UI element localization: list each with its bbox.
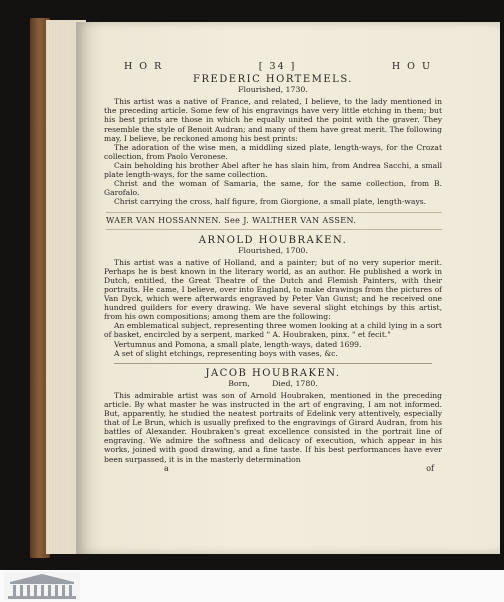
- entry-title: FREDERIC HORTEMELS.: [193, 74, 353, 86]
- divider: [114, 363, 432, 364]
- work-item: Christ carrying the cross, half figure, from Giorgione, a small plate, length-ways.: [114, 197, 427, 207]
- signature-mark: a: [164, 463, 169, 473]
- entry-paragraph: This artist was a native of France, and related, I believe, to the lady mentioned in the preceding article. Some few of his engravings have very little etching in them; but his best prints are those in which he equally united the point with the graver. They resemble the style of Benoit Audran; and many of them have great merit. The following may, I believe, be reckoned among his best prints:: [104, 97, 442, 143]
- entry-paragraph: This artist was a native of Holland, and a painter; but of no very superior merit. Perhaps he is best known in the literary world, as an author. He published a work in Dutch, entitled, the Great Theatre of the Dutch and Flemish Painters, with their portraits. He came, I believe, over into England, to make drawings from the pictures of Van Dyck, which were afterwards engraved by Peter Van Gunst; and he received one hundred guilders for every drawing. We have several slight etchings by this artist, from his own compositions; among them are the following:: [104, 257, 442, 322]
- entry-subtitle: Flourished, 1700.: [238, 245, 308, 255]
- running-head: [124, 62, 432, 71]
- work-item: A set of slight etchings, representing boys with vases, &c.: [114, 348, 338, 358]
- bottom-bar: [0, 570, 504, 602]
- entry-title: ARNOLD HOUBRAKEN.: [198, 234, 348, 246]
- running-head-left: H O R: [124, 61, 164, 72]
- page-footer: [104, 464, 442, 473]
- work-item: Christ and the woman of Samaria, the same, for the same collection, from B. Garofalo.: [104, 179, 442, 198]
- page-number: [ 34 ]: [258, 61, 297, 72]
- born-label: Born,: [228, 378, 250, 388]
- entry-title: JACOB HOUBRAKEN.: [205, 367, 341, 379]
- died-label: Died, 1780.: [272, 378, 318, 388]
- entry-subtitle: Flourished, 1730.: [238, 85, 308, 95]
- cross-reference: WAER VAN HOSSANNEN. See J. WALTHER VAN ASSEN.: [106, 212, 442, 229]
- entry-paragraph: This admirable artist was son of Arnold Houbraken, mentioned in the preceding article. By what master he was instructed in the art of engraving, I am not informed. But, apparently, he studied the neatest portraits of Edelink very attentively, especially that of Le Brun, which is usually prefixed to the engravings of Girard Audran, from his battles of Alexander. Houbraken's great excellence consisted in the portrait line of engraving. We admire the softness and delicacy of execution, which appear in his works, joined with good drawing, and a fine taste. If his best performances have ever been surpassed, it is in the masterly determination: [104, 390, 442, 464]
- work-item: Cain beholding his brother Abel after he has slain him, from Andrea Sacchi, a small plate length-ways, for the same collection.: [104, 160, 442, 180]
- catchword: of: [426, 463, 434, 473]
- running-head-right: H O U: [391, 61, 432, 72]
- work-item: The adoration of the wise men, a middling sized plate, length-ways, for the Crozat collection, from Paolo Veronese.: [104, 142, 442, 161]
- library-logo-icon: [4, 572, 80, 600]
- work-item: Vertumnus and Pomona, a small plate, length-ways, dated 1699.: [114, 339, 362, 349]
- work-item: An emblematical subject, representing three women looking at a child lying in a sort of basket, encircled by a serpent, marked " A. Houbraken, pinx. " et fecit.": [104, 321, 442, 340]
- page-text: [104, 62, 442, 473]
- entry-subtitle: [104, 379, 442, 388]
